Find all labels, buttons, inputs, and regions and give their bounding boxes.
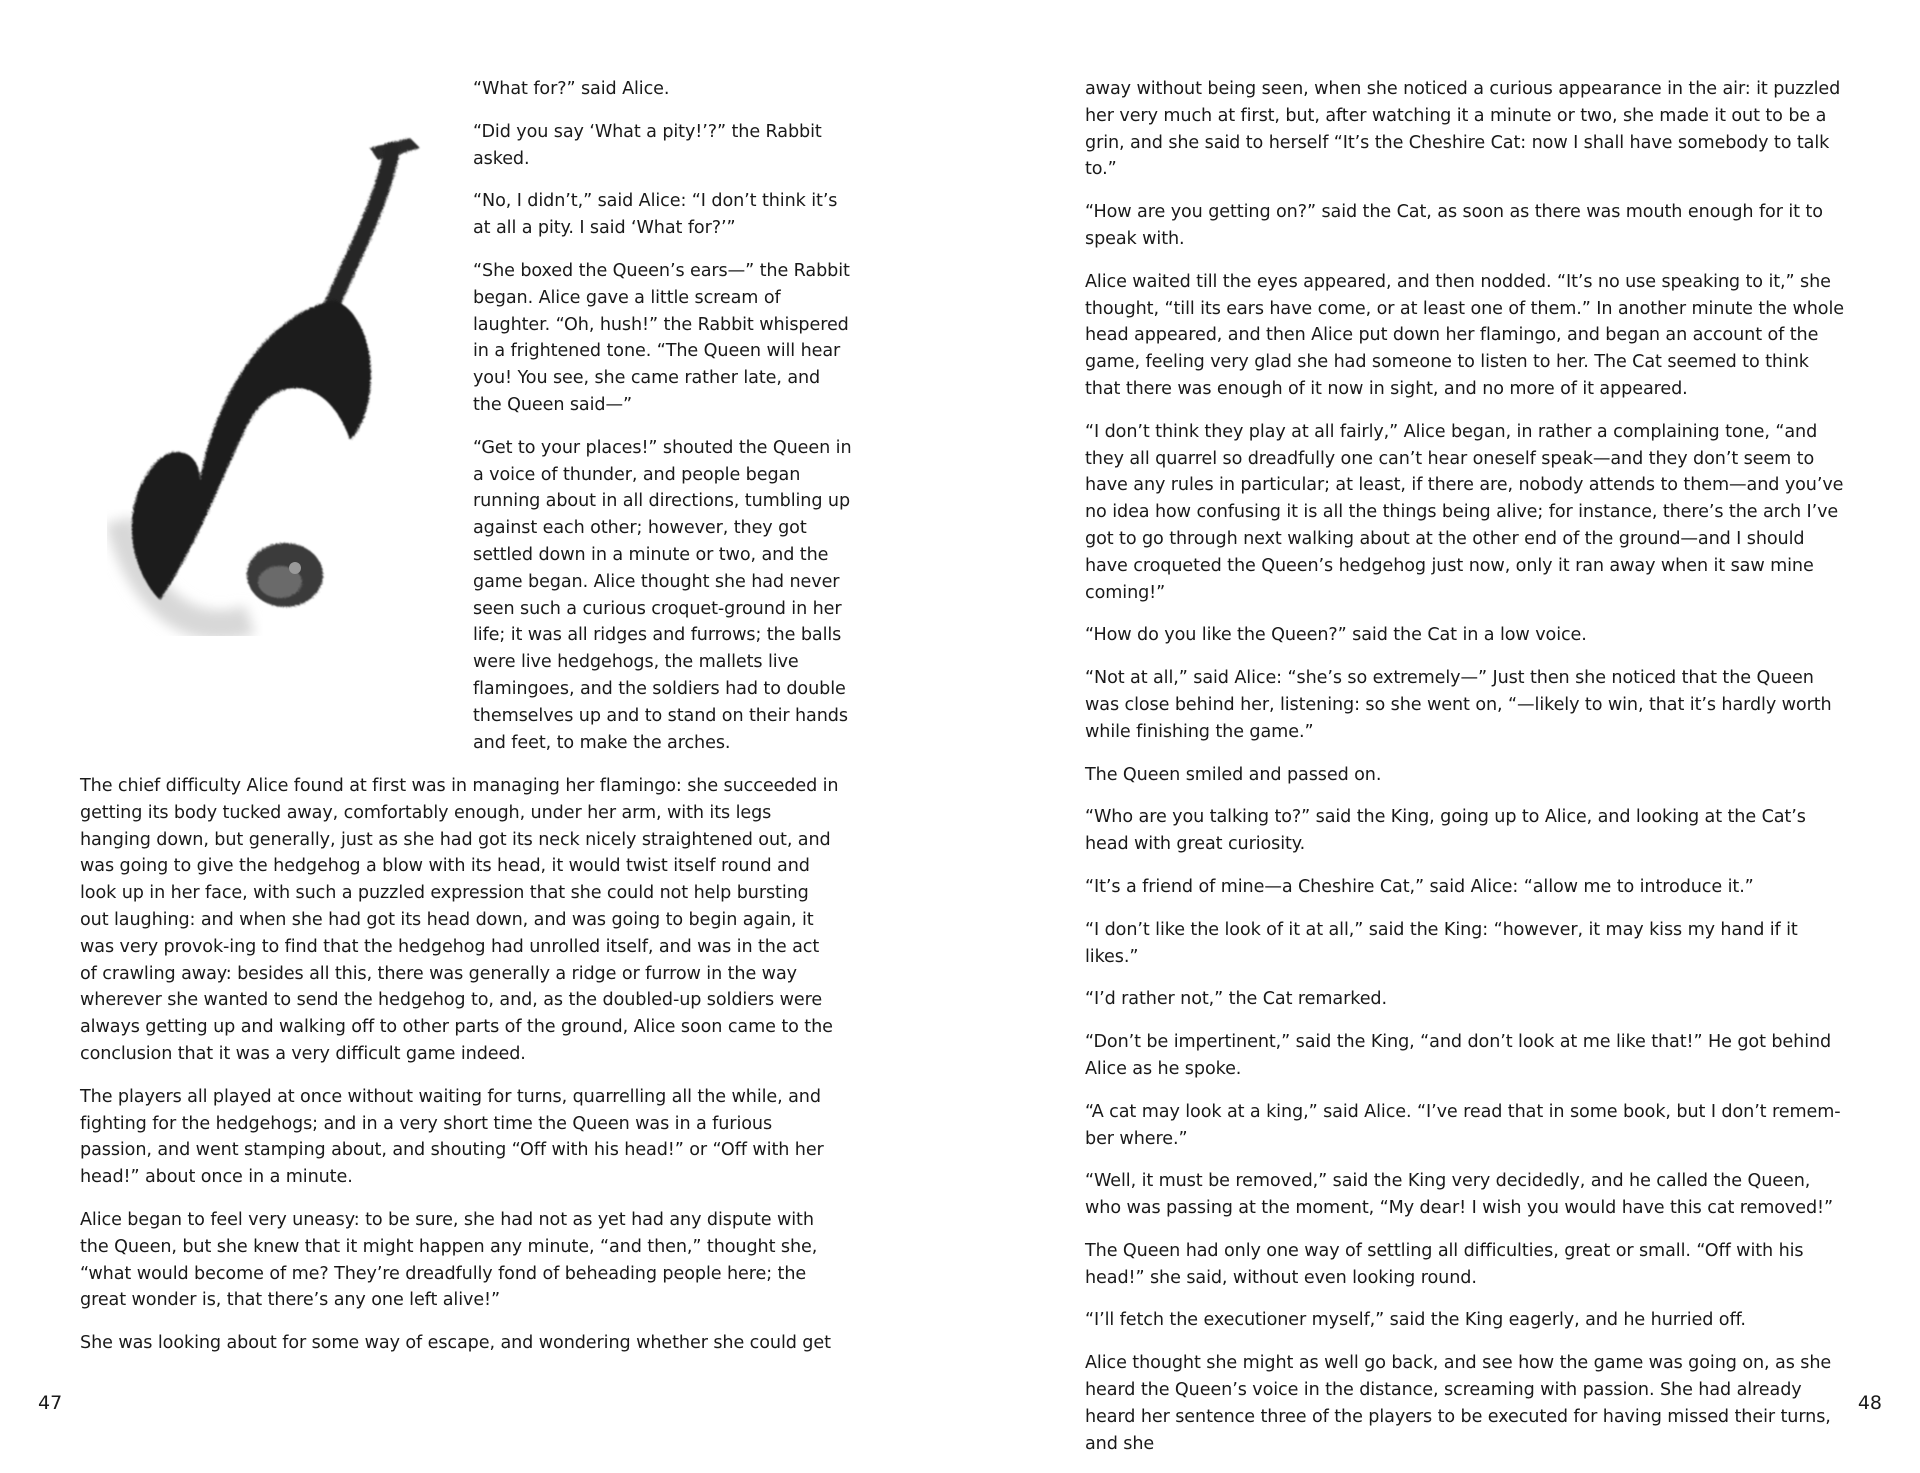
paragraph: away without being seen, when she noticed a curious appearance in the air: it puzzled her very much at first, but, after watching it a minute or two, she made it out to be a grin, and she said to herself “It’s the Cheshire Cat: now I shall have somebody to talk to.” bbox=[1085, 79, 1841, 180]
paragraph: Alice began to feel very uneasy: to be sure, she had not as yet had any dispute with the Queen, but she knew that it might happen any minute, “and then,” thought she, “what would become of me? They’re dreadfully fond of beheading people here; the great wonder is, that there’s any one left alive!” bbox=[80, 1209, 818, 1311]
paragraph: “What for?” said Alice. bbox=[473, 79, 670, 99]
paragraph: “I’ll fetch the executioner myself,” said the King eagerly, and he hurried off. bbox=[1085, 1310, 1746, 1331]
right-page bbox=[960, 0, 1920, 1454]
paragraph: “Not at all,” said Alice: “she’s so extremely—” Just then she noticed that the Queen was close behind her, listening: so she went on, “—likely to win, that it’s hardly worth while finishing the game.” bbox=[1085, 668, 1832, 742]
paragraph: “Don’t be impertinent,” said the King, “and don’t look at me like that!” He got behind Alice as he spoke. bbox=[1085, 1032, 1832, 1079]
paragraph: The Queen had only one way of settling all difficulties, great or small. “Off with his head!” she said, without even looking round. bbox=[1085, 1240, 1804, 1288]
paragraph: Alice thought she might as well go back, and see how the game was going on, as she heard the Queen’s voice in the distance, screaming with passion. She had already heard her sentence three of the players to be executed for having missed their turns, and she bbox=[1085, 1353, 1832, 1454]
paragraph: “No, I didn’t,” said Alice: “I don’t think it’s at all a pity. I said ‘What for?’” bbox=[473, 191, 838, 239]
left-page bbox=[0, 0, 960, 1440]
flamingo-mallet-illustration bbox=[80, 120, 460, 680]
paragraph: “I’d rather not,” the Cat remarked. bbox=[1085, 989, 1387, 1010]
page-number: 47 bbox=[38, 1392, 63, 1414]
paragraph: “I don’t like the look of it at all,” said the King: “however, it may kiss my hand if it likes.” bbox=[1085, 919, 1798, 967]
paragraph: “She boxed the Queen’s ears—” the Rabbit began. Alice gave a little scream of laughter. “Oh, hush!” the Rabbit whispered in a frightened tone. “The Queen will hear you! You see, she came rather late, and the Queen said—” bbox=[473, 260, 850, 415]
paragraph: “Who are you talking to?” said the King, going up to Alice, and looking at the Cat’s head with great curiosity. bbox=[1085, 807, 1806, 855]
text-column bbox=[1085, 76, 1845, 1473]
paragraph: “Get to your places!” shouted the Queen in a voice of thunder, and people began running about in all directions, tumbling up against each other; however, they got settled down in a minute or two, and the game began. Alice thought she had never seen such a curious croquet-ground in her life; it was all ridges and furrows; the balls were live hedgehogs, the mallets live flamingoes, and the soldiers had to double themselves up and to stand on their hands and feet, to make the arches. bbox=[473, 437, 852, 753]
page-number: 48 bbox=[1857, 1392, 1882, 1414]
wide-text-column bbox=[80, 773, 840, 1373]
narrow-text-column bbox=[473, 76, 853, 772]
paragraph: The Queen smiled and passed on. bbox=[1085, 764, 1382, 785]
paragraph: “A cat may look at a king,” said Alice. “I’ve read that in some book, but I don’t remem-ber where.” bbox=[1085, 1101, 1841, 1149]
paragraph: “Did you say ‘What a pity!’?” the Rabbit asked. bbox=[473, 121, 822, 169]
paragraph: “How are you getting on?” said the Cat, as soon as there was mouth enough for it to speak with. bbox=[1085, 202, 1823, 249]
paragraph: “I don’t think they play at all fairly,” Alice began, in rather a complaining tone, “and they all quarrel so dreadfully one can’t hear oneself speak—and they don’t seem to have any rules in particular; at least, if there are, nobody attends to them—and you’ve no idea how confusing it is all the things being alive; for instance, there’s the arch I’ve got to go through next walking about at the other end of the ground—and I should have croqueted the Queen’s hedgehog just now, only it ran away when it saw mine coming!” bbox=[1085, 421, 1844, 603]
hedgehog-icon bbox=[247, 543, 323, 607]
paragraph: “Well, it must be removed,” said the King very decidedly, and he called the Queen, who was passing at the moment, “My dear! I wish you would have this cat removed!” bbox=[1085, 1171, 1833, 1219]
paragraph: Alice waited till the eyes appeared, and then nodded. “It’s no use speaking to it,” she thought, “till its ears have come, or at least one of them.” In another minute the whole head appeared, and then Alice put down her flamingo, and began an account of the game, feeling very glad she had someone to listen to her. The Cat seemed to think that there was enough of it now in sight, and no more of it appeared. bbox=[1085, 271, 1844, 399]
paragraph: The chief difficulty Alice found at first was in managing her flamingo: she succeeded in getting its body tucked away, comfortably enough, under her arm, with its legs hanging down, but generally, just as she had got its neck nicely straightened out, and was going to give the hedgehog a blow with its head, it would twist itself round and look up in her face, with such a puzzled expression that she could not help bursting out laughing: and when she had got its head down, and was going to begin again, it was very provok-ing to find that the hedgehog had unrolled itself, and was in the act of crawling away: besides all this, there was generally a ridge or furrow in the way wherever she wanted to send the hedgehog to, and, as the doubled-up soldiers were always getting up and walking off to other parts of the ground, Alice soon came to the conclusion that it was a very difficult game indeed. bbox=[80, 776, 839, 1064]
paragraph: “It’s a friend of mine—a Cheshire Cat,” said Alice: “allow me to introduce it.” bbox=[1085, 876, 1754, 897]
paragraph: The players all played at once without waiting for turns, quarrelling all the while, and fighting for the hedgehogs; and in a very short time the Queen was in a furious passion, and went stamping about, and shouting “Off with his head!” or “Off with her head!” about once in a minute. bbox=[80, 1086, 824, 1188]
paragraph: “How do you like the Queen?” said the Cat in a low voice. bbox=[1085, 625, 1587, 646]
paragraph: She was looking about for some way of escape, and wondering whether she could get bbox=[80, 1333, 831, 1354]
